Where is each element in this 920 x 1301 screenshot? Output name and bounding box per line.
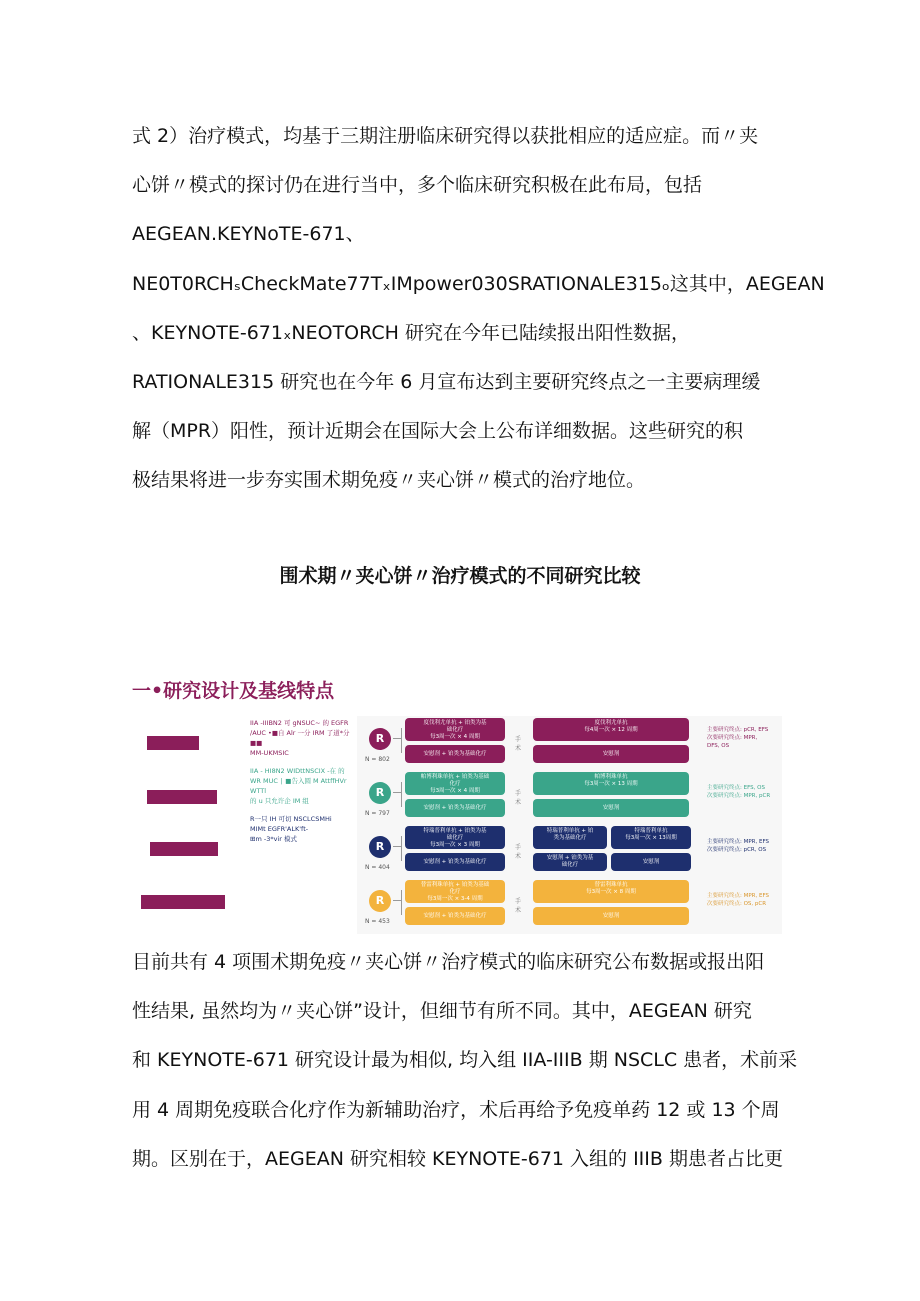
surgery-label: 手术 xyxy=(515,736,522,752)
trial-row xyxy=(357,718,782,770)
text-line: 极结果将进一步夯实围术期免疫〃夹心饼〃模式的治疗地位。 xyxy=(132,469,646,492)
figure-title: 围术期〃夹心饼〃治疗模式的不同研究比较 xyxy=(279,565,641,587)
text-line: 期。区别在于，AEGEAN 研究相较 KEYNOTE-671 入组的 IIIB 期患者占比更 xyxy=(132,1147,783,1170)
endpoints-text: 主要研究终点: MPR, EFS 次要研究终点: pCR, OS xyxy=(707,839,770,853)
randomization-icon: R xyxy=(369,836,391,858)
surgery-label: 手术 xyxy=(515,898,522,914)
control-arm-box: 安慰剂 + 铂类为基础化疗 xyxy=(405,853,505,871)
adjuvant-box: 安慰剂 xyxy=(611,853,691,871)
control-arm-box: 安慰剂 + 铂类为基础化疗 xyxy=(405,907,505,925)
trial-row xyxy=(357,880,782,932)
text-line: RATIONALE315 研究也在今年 6 月宣布达到主要研究终点之一主要病理缓 xyxy=(132,371,761,394)
randomization-icon: R xyxy=(369,782,391,804)
sample-size: N = 802 xyxy=(365,756,390,763)
section-heading: 一•研究设计及基线特点 xyxy=(132,680,335,702)
color-bar xyxy=(141,895,225,909)
randomization-icon: R xyxy=(369,890,391,912)
color-bar xyxy=(150,842,218,856)
trial-row xyxy=(357,772,782,824)
paragraph-intro xyxy=(132,112,825,506)
sample-size: N = 797 xyxy=(365,810,390,817)
color-bar xyxy=(147,736,199,750)
study-comparison-figure xyxy=(135,712,785,934)
surgery-label: 手术 xyxy=(515,844,522,860)
trial-diagram-panel xyxy=(357,716,782,934)
adjuvant-box: 度伐利尤单抗 每4周一次 × 12 周期 xyxy=(533,718,689,741)
treatment-arm-box: 帕博利珠单抗 + 铂类为基础 化疗 每3周一次 × 4 周期 xyxy=(405,772,505,795)
sample-size: N = 453 xyxy=(365,918,390,925)
randomization-icon: R xyxy=(369,728,391,750)
text-line: 、KEYNOTE-671ₓNEOTORCH 研究在今年已陆续报出阳性数据， xyxy=(132,321,690,344)
adjuvant-chemo-box: 安慰剂 + 铂类为基 础化疗 xyxy=(533,853,607,871)
endpoints-text: 主要研究终点: MPR, EFS 次要研究终点: OS, pCR xyxy=(707,893,770,907)
text-line: 目前共有 4 项围术期免疫〃夹心饼〃治疗模式的临床研究公布数据或报出阳 xyxy=(132,951,765,973)
paragraph-analysis xyxy=(132,938,798,1184)
adjuvant-box: 特瑞普利单抗 每3周一次 × 13周期 xyxy=(611,826,691,849)
inclusion-text: R一只 IH 可切 NSCLCSMHi MIMt EGFR'ALK'ft- ⊞m -3*vir 模式 xyxy=(250,815,332,843)
text-line: 性结果, 虽然均为〃夹心饼”设计，但细节有所不同。其中，AEGEAN 研究 xyxy=(132,1000,752,1023)
text-line: 心饼〃模式的探讨仍在进行当中，多个临床研究积极在此布局，包括 xyxy=(132,174,703,197)
adjuvant-box: 安慰剂 xyxy=(533,799,689,817)
text-line: NE0T0RCHₛCheckMate77TₓIMpower030SRATIONALE315ₒ这其中，AEGEAN xyxy=(132,272,825,295)
inclusion-text: IIA -IIIBN2 可 gNSUC~ 的 EGFR ∕AUC •■自 Alr 一分 IRM 了道*分 ■■ MM-UKMSIC xyxy=(250,719,350,757)
endpoints-text: 主要研究终点: EFS, OS 次要研究终点: MPR, pCR xyxy=(707,785,771,799)
trial-row xyxy=(357,826,782,878)
control-arm-box: 安慰剂 + 铂类为基础化疗 xyxy=(405,745,505,763)
adjuvant-box: 帕博利珠单抗 每3周一次 × 13 周期 xyxy=(533,772,689,795)
text-line: AEGEAN.KEYNoTE-671、 xyxy=(132,223,365,246)
adjuvant-box: 安慰剂 xyxy=(533,745,689,763)
control-arm-box: 安慰剂 + 铂类为基础化疗 xyxy=(405,799,505,817)
text-line: 和 KEYNOTE-671 研究设计最为相似, 均入组 IIA-IIIB 期 NSCLC 患者，术前采 xyxy=(132,1049,798,1072)
endpoints-text: 主要研究终点: pCR, EFS 次要研究终点: MPR, DFS, OS xyxy=(707,727,769,749)
surgery-label: 手术 xyxy=(515,790,522,806)
adjuvant-chemo-box: 特瑞普利单抗 + 铂 类为基础化疗 xyxy=(533,826,607,849)
adjuvant-box: 替雷利珠单抗 每3周一次 × 8 周期 xyxy=(533,880,689,903)
inclusion-text: IIA - HI8N2 WIDttNSCIX -在 的 WR MUC ∣ ■告入圆 M AttffHVr WTTl 的 u 只允许企 IM 组 xyxy=(250,767,347,805)
treatment-arm-box: 特瑞普利单抗 + 铂类为基 础化疗 每3周一次 × 3 周期 xyxy=(405,826,505,849)
adjuvant-box: 安慰剂 xyxy=(533,907,689,925)
color-bar xyxy=(147,790,217,804)
treatment-arm-box: 度伐利尤单抗 + 铂类为基 础化疗 每3周一次 × 4 周期 xyxy=(405,718,505,741)
treatment-arm-box: 替雷利珠单抗 + 铂类为基础 化疗 每3周一次 × 3-4 周期 xyxy=(405,880,505,903)
text-line: 解（MPR）阳性，预计近期会在国际大会上公布详细数据。这些研究的积 xyxy=(132,420,744,443)
text-line: 式 2）治疗模式，均基于三期注册临床研究得以获批相应的适应症。而〃夹 xyxy=(132,125,759,147)
text-line: 用 4 周期免疫联合化疗作为新辅助治疗，术后再给予免疫单药 12 或 13 个周 xyxy=(132,1098,780,1121)
sample-size: N = 404 xyxy=(365,864,390,871)
